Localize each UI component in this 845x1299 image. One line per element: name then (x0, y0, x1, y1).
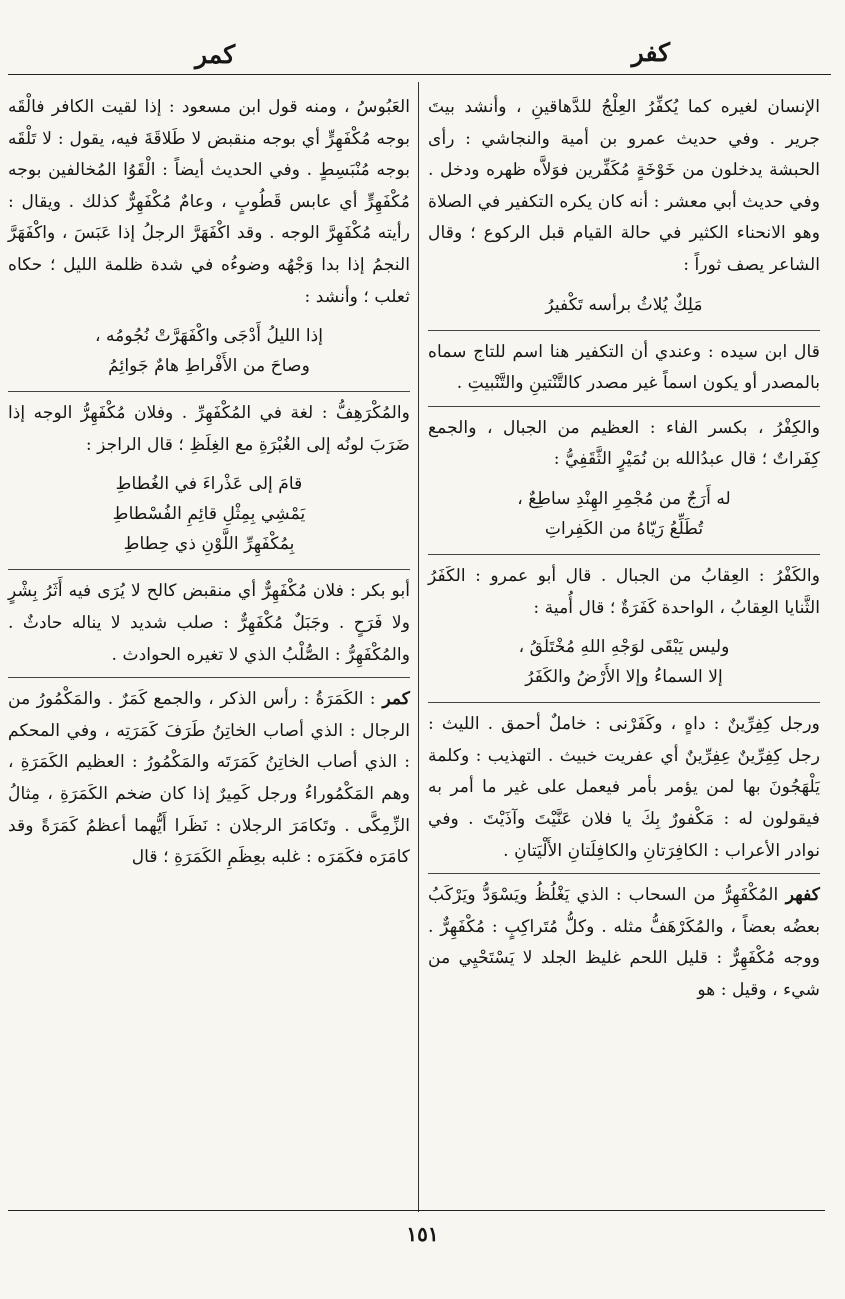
entry-text: والمُكْرَهِفُّ : لغة في المُكْفَهِرِّ . وفلان مُكْفَهِرُّ الوجه إذا ضَرَبَ لونُه إلى الغُبْرَةِ مع الغِلَظِ ؛ قال الراجز : (8, 403, 410, 455)
entry-text: أبو بكر : فلان مُكْفَهِرٌّ أي منقبض كالح لا يُرَى فيه أَثَرُ بِشْرٍ ولا فَرَحٍ . وجَبَلٌ مُكْفَهِرٌّ : صلب شديد لا يناله حادثٌ . والمُكْفَهِرُّ : الصُّلْبُ الذي لا تغيره الحوادث . (8, 581, 410, 665)
verse-line: وصاحَ من الأَفْراطِ هامٌ جَوائِمُ (108, 356, 310, 377)
entry-paragraph (428, 561, 820, 624)
entry-text: ورجل كِفِرِّينٌ : داهٍ ، وكَفَرْنى : خاملٌ أحمق . الليث : رجل كِفِرِّينٌ عِفِرِّينٌ أي عفريت خبيث . التهذيب : وكلمة يَلْهَجُونَ بها لمن يؤمر بأمر فيعمل على غير ما أمر به فيقولون له : مَكْفورٌ بِكَ يا فلان عَنَّيْتَ وآذَيْتَ . وفي نوادر الأعراب : الكافِرَتانِ والكافِلَتانِ الأَلْيَتانِ . (428, 714, 820, 861)
verse-line: إلا السماءُ وإلا الأَرْضُ والكَفَرُ (525, 667, 723, 688)
verse-line: يَمْشِي بِمِثْلِ قائِمِ الفُسْطاطِ (112, 504, 306, 525)
entry-separator (428, 702, 820, 703)
entry-text: والكِفْرُ ، بكسر الفاء : العظيم من الجبال ، والجمع كِفَراتٌ ؛ قال عبدُالله بن نُمَيْرٍ الثَّقَفِيُّ : (428, 417, 820, 470)
verse-line: إذا الليلُ أَدْجَى واكْفَهَرَّتْ نُجُومُه ، (94, 326, 324, 347)
column-divider (418, 82, 419, 1212)
entry-paragraph (428, 709, 820, 867)
entry-separator (428, 406, 820, 407)
verse-block (428, 484, 820, 544)
verse-line: وليس يَبْقَى لوَجْهِ اللهِ مُخْتَلَقُ ، (518, 637, 730, 658)
header-right-word: كفر (631, 38, 670, 67)
right-column (428, 92, 820, 1006)
entry-separator (8, 677, 410, 678)
entry-text: : الكَمَرَةُ : رأس الذكر ، والجمع كَمَرٌ . والمَكْمُورُ من الرجال : الذي أصاب الخاتِنُ طَرَفَ كَمَرَتِه ، وفي المحكم : الذي أصاب الخاتِنُ كَمَرَتَه والمَكْمُورُ : العظيم الكَمَرَةِ ، وهم المَكْمُوراءُ ورجل كَمِيرٌ إذا كان ضخم الكَمَرَةِ ، مِثالُ الزِّمِكَّى . وتَكامَرَ الرجلان : نَظَرا أَيُّهما أعظمُ كَمَرَةً وقد كامَرَه فكَمَرَه : غلبه بعِظَمِ الكَمَرَةِ ؛ قال (8, 689, 410, 868)
entry-separator (428, 330, 820, 331)
header-left-word: كمر (195, 40, 236, 69)
verse-line: له أَرَجٌ من مُجْمِرِ الهِنْدِ ساطِعٌ ، (517, 488, 731, 509)
verse-block (8, 321, 410, 381)
entry-separator (428, 873, 820, 874)
verse-line: بِمُكْفَهِرِّ اللَّوْنِ ذي حِطاطِ (123, 534, 295, 555)
verse-line: قامَ إلى عَذْراءَ في الغُطاطِ (115, 474, 303, 495)
entry-paragraph (8, 576, 410, 671)
entry-text: المُكْفَهِرُّ من السحاب : الذي يَغْلُظُ ويَسْوَدُّ ويَرْكَبُ بعضُه بعضاً ، والمُكَرْهَفُّ مثله . وكلُّ مُتَراكِبٍ : مُكْفَهِرٌّ . ووجه مُكْفَهِرٌّ : قليل اللحم غليظ الجلد لا يَسْتَحْيِي من شيء ، وقيل : هو (428, 885, 820, 1000)
verse-line: تُطَلِّعُ رَيّاهُ من الكَفِراتِ (544, 518, 704, 539)
verse-block (428, 632, 820, 692)
entry-paragraph (8, 398, 410, 461)
entry-text: العَبُوسُ ، ومنه قول ابن مسعود : إذا لقيت الكافر فالْقَه بوجه مُكْفَهِرٍّ أي بوجه منقبض لا طَلاقَةَ فيه، يقول : لا تَلْقَه بوجه مُنْبَسِطٍ . وفي الحديث أيضاً : الْقَوُا المُخالفين بوجه مُكْفَهِرٍّ أي عابس قَطُوبٍ ، وعامٌ مُكْفَهِرٌّ كذلك . ويقال : رأيته مُكْفَهِرَّ الوجه . وقد اكْفَهَرَّ الرجلُ إذا عَبَسَ ، واكْفَهَرَّ النجمُ إذا بدا وَجْهُه وضوءُه في شدة ظلمة الليل ؛ حكاه ثعلب ؛ وأنشد : (8, 97, 410, 307)
entry-separator (428, 554, 820, 555)
left-column (8, 92, 410, 874)
verse-line: مَلِكٌ يُلاثُ برأسه تَكْفيرُ (545, 294, 703, 315)
verse-block (428, 290, 820, 320)
top-rule (8, 74, 831, 75)
bottom-rule (8, 1210, 825, 1211)
entry-paragraph (428, 413, 820, 476)
entry-paragraph (8, 684, 410, 874)
entry-headword: كفهر (778, 885, 820, 906)
entry-text: الإنسان لغيره كما يُكفِّرُ العِلْجُ للدَّهاقينِ ، وأنشد بيتَ جرير . وفي حديث عمرو بن أمية والنجاشي : رأى الحبشة يدخلون من خَوْخَةٍ مُكَفِّرين فوَلاَّه ظهره ودخل . وفي حديث أبي معشر : أنه كان يكره التكفير في الصلاة وهو الانحناء الكثير في حالة القيام قبل الركوع ؛ وقال الشاعر يصف ثوراً : (428, 97, 820, 275)
verse-block (8, 469, 410, 559)
entry-text: قال ابن سيده : وعندي أن التكفير هنا اسم للتاج سماه بالمصدر أو يكون اسماً غير مصدر كالتَّنْتينِ والتَّنْبيتِ . (428, 341, 820, 394)
entry-separator (8, 569, 410, 570)
page-number: ١٥١ (406, 1222, 439, 1246)
entry-headword: كمر (375, 689, 410, 710)
entry-paragraph (8, 92, 410, 313)
entry-paragraph (428, 337, 820, 400)
entry-text: والكَفْرُ : العِقابُ من الجبال . قال أبو عمرو : الكَفَرُ الثَّنايا العِقابُ ، الواحدة كَفَرَةٌ ؛ قال أُمية : (428, 565, 820, 618)
entry-separator (8, 391, 410, 392)
entry-paragraph (428, 880, 820, 1006)
entry-paragraph (428, 92, 820, 282)
